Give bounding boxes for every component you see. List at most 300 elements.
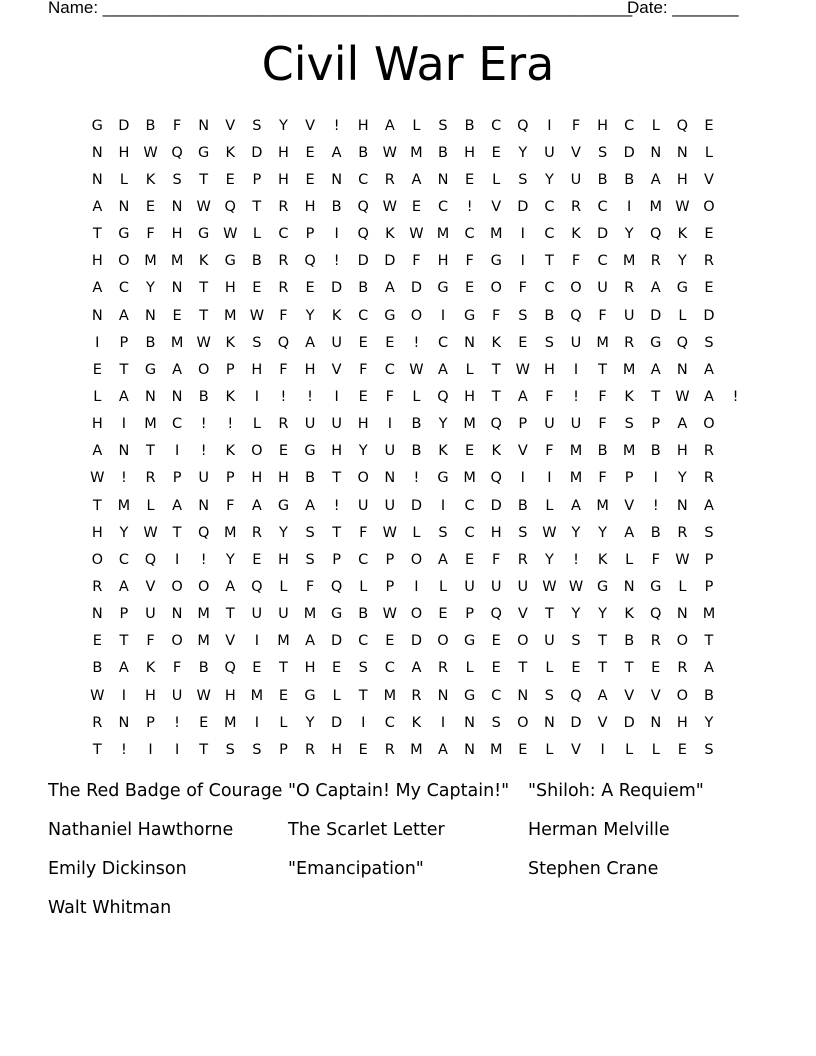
- grid-letter: Y: [544, 171, 554, 188]
- grid-letter: K: [225, 144, 236, 161]
- grid-letter: S: [571, 633, 581, 650]
- grid-letter: Q: [251, 578, 263, 595]
- grid-letter: Y: [305, 307, 315, 324]
- grid-letter: A: [650, 171, 661, 188]
- grid-letter: H: [304, 198, 316, 215]
- grid-letter: E: [252, 551, 262, 568]
- grid-letter: B: [358, 144, 369, 161]
- grid-letter: N: [676, 497, 688, 514]
- grid-letter: B: [145, 334, 156, 351]
- grid-letter: O: [703, 198, 715, 215]
- grid-letter: D: [703, 307, 715, 324]
- grid-letter: S: [518, 524, 528, 541]
- grid-letter: !: [227, 416, 234, 433]
- grid-letter: C: [384, 714, 395, 731]
- grid-letter: H: [464, 144, 476, 161]
- grid-letter: H: [224, 687, 236, 704]
- grid-letter: T: [491, 388, 501, 405]
- grid-row: [84, 383, 749, 410]
- grid-letter: A: [624, 524, 635, 541]
- grid-letter: F: [279, 307, 288, 324]
- date-field-label: Date: _______: [627, 0, 739, 17]
- grid-letter: E: [199, 714, 209, 731]
- grid-letter: F: [598, 388, 607, 405]
- grid-letter: U: [198, 470, 209, 487]
- grid-letter: Y: [146, 280, 155, 297]
- grid-letter: A: [650, 280, 661, 297]
- grid-letter: R: [703, 443, 714, 460]
- grid-letter: F: [359, 361, 368, 378]
- grid-letter: O: [171, 578, 183, 595]
- grid-letter: O: [410, 307, 423, 324]
- grid-letter: N: [171, 280, 183, 297]
- grid-letter: Y: [704, 714, 714, 731]
- grid-letter: L: [651, 741, 660, 758]
- grid-letter: G: [437, 470, 449, 487]
- grid-letter: !: [573, 551, 579, 568]
- grid-letter: E: [571, 660, 581, 677]
- grid-letter: B: [650, 443, 661, 460]
- grid-letter: B: [597, 443, 608, 460]
- grid-letter: S: [704, 334, 714, 351]
- grid-letter: T: [332, 524, 342, 541]
- grid-letter: M: [489, 741, 503, 758]
- grid-letter: I: [174, 443, 180, 460]
- grid-letter: F: [146, 633, 155, 650]
- grid-letter: N: [384, 470, 396, 487]
- grid-letter: I: [121, 416, 127, 433]
- grid-letter: O: [118, 253, 130, 270]
- grid-letter: !: [174, 714, 180, 731]
- puzzle-title: Civil War Era: [261, 37, 555, 91]
- grid-letter: F: [598, 307, 607, 324]
- grid-letter: E: [411, 198, 421, 215]
- grid-letter: W: [90, 687, 105, 704]
- grid-row: [84, 628, 749, 655]
- grid-letter: D: [251, 144, 263, 161]
- grid-letter: F: [359, 524, 368, 541]
- grid-letter: W: [249, 307, 265, 324]
- grid-letter: N: [198, 117, 210, 134]
- grid-letter: L: [651, 117, 660, 134]
- grid-letter: G: [224, 253, 236, 270]
- grid-letter: F: [305, 578, 315, 595]
- grid-letter: E: [465, 280, 475, 297]
- grid-letter: G: [490, 253, 502, 270]
- grid-letter: U: [570, 334, 582, 351]
- grid-letter: D: [384, 253, 396, 270]
- grid-letter: S: [252, 741, 262, 758]
- grid-letter: Q: [224, 660, 236, 677]
- grid-letter: V: [331, 361, 342, 378]
- grid-letter: A: [118, 388, 129, 405]
- grid-letter: D: [118, 117, 130, 134]
- grid-letter: O: [517, 714, 529, 731]
- grid-letter: !: [413, 334, 420, 351]
- grid-letter: W: [223, 226, 238, 243]
- grid-letter: V: [597, 714, 608, 731]
- grid-letter: S: [305, 551, 315, 568]
- grid-letter: W: [409, 226, 424, 243]
- grid-letter: K: [385, 226, 395, 243]
- grid-letter: H: [251, 361, 263, 378]
- grid-letter: W: [196, 687, 211, 704]
- grid-letter: D: [490, 497, 502, 514]
- grid-letter: Y: [119, 524, 129, 541]
- grid-letter: B: [305, 470, 316, 487]
- grid-letter: Y: [677, 470, 687, 487]
- grid-letter: N: [91, 307, 103, 324]
- grid-letter: T: [624, 660, 634, 677]
- grid-letter: M: [622, 253, 636, 270]
- grid-letter: T: [225, 606, 235, 623]
- grid-letter: A: [92, 443, 103, 460]
- grid-letter: S: [252, 334, 262, 351]
- grid-letter: E: [358, 388, 368, 405]
- grid-letter: R: [650, 253, 661, 270]
- grid-letter: I: [547, 470, 552, 487]
- grid-letter: N: [118, 443, 130, 460]
- grid-letter: Y: [571, 524, 581, 541]
- grid-letter: K: [331, 307, 342, 324]
- grid-letter: I: [361, 714, 366, 731]
- grid-letter: I: [440, 714, 446, 731]
- grid-row: [84, 682, 749, 709]
- grid-letter: U: [357, 497, 369, 514]
- grid-letter: W: [675, 551, 690, 568]
- grid-letter: U: [570, 416, 582, 433]
- grid-letter: N: [464, 334, 476, 351]
- grid-letter: F: [545, 443, 554, 460]
- grid-letter: M: [596, 497, 609, 514]
- grid-letter: V: [703, 171, 714, 188]
- grid-letter: F: [571, 117, 581, 134]
- grid-letter: C: [544, 280, 555, 297]
- grid-letter: P: [146, 714, 155, 731]
- grid-row: [84, 411, 749, 438]
- grid-letter: E: [278, 443, 289, 460]
- grid-letter: L: [625, 741, 634, 758]
- grid-letter: S: [597, 144, 608, 161]
- grid-letter: V: [650, 687, 661, 704]
- grid-letter: E: [704, 226, 714, 243]
- grid-letter: U: [570, 171, 582, 188]
- grid-letter: E: [305, 280, 315, 297]
- grid-letter: K: [411, 714, 422, 731]
- grid-letter: C: [437, 334, 449, 351]
- grid-letter: H: [304, 361, 316, 378]
- grid-letter: H: [357, 117, 369, 134]
- grid-letter: M: [383, 687, 397, 704]
- grid-letter: Q: [570, 687, 582, 704]
- grid-letter: F: [226, 497, 235, 514]
- word-list-item: Nathaniel Hawthorne: [48, 820, 234, 840]
- grid-letter: E: [491, 633, 501, 650]
- grid-letter: H: [543, 361, 555, 378]
- grid-letter: H: [91, 416, 103, 433]
- grid-letter: S: [438, 117, 448, 134]
- grid-letter: Q: [277, 334, 290, 351]
- grid-letter: E: [305, 144, 315, 161]
- grid-letter: K: [225, 443, 236, 460]
- grid-letter: F: [571, 253, 581, 270]
- grid-letter: R: [411, 687, 422, 704]
- grid-letter: I: [627, 198, 632, 215]
- grid-letter: E: [704, 117, 714, 134]
- grid-letter: L: [279, 578, 288, 595]
- grid-letter: P: [225, 470, 235, 487]
- grid-letter: I: [547, 117, 552, 134]
- grid-letter: E: [225, 171, 235, 188]
- grid-row: [84, 302, 749, 329]
- grid-letter: Q: [357, 198, 369, 215]
- grid-letter: Q: [171, 144, 183, 161]
- grid-letter: C: [384, 660, 395, 677]
- grid-letter: E: [438, 606, 448, 623]
- grid-letter: E: [252, 280, 262, 297]
- grid-letter: A: [305, 633, 315, 650]
- grid-letter: N: [437, 171, 449, 188]
- grid-letter: N: [517, 687, 529, 704]
- grid-letter: L: [412, 388, 421, 405]
- grid-letter: M: [277, 633, 290, 650]
- grid-letter: M: [569, 470, 583, 487]
- grid-letter: K: [491, 443, 501, 460]
- grid-letter: Q: [650, 606, 662, 623]
- grid-letter: E: [491, 660, 501, 677]
- grid-letter: K: [198, 253, 209, 270]
- grid-letter: T: [119, 361, 129, 378]
- grid-letter: S: [305, 524, 315, 541]
- grid-letter: M: [144, 416, 157, 433]
- grid-letter: U: [171, 687, 183, 704]
- grid-letter: K: [597, 551, 608, 568]
- grid-letter: L: [545, 660, 554, 677]
- grid-letter: B: [251, 253, 262, 270]
- grid-letter: W: [515, 361, 530, 378]
- grid-letter: W: [143, 524, 158, 541]
- grid-letter: S: [358, 660, 368, 677]
- grid-letter: M: [410, 144, 423, 161]
- grid-letter: I: [174, 741, 180, 758]
- grid-row: [84, 166, 749, 193]
- grid-letter: E: [465, 551, 475, 568]
- grid-letter: Q: [144, 551, 157, 568]
- grid-letter: V: [517, 443, 528, 460]
- grid-letter: E: [92, 633, 102, 650]
- grid-letter: Y: [544, 551, 554, 568]
- grid-letter: M: [596, 334, 609, 351]
- grid-letter: A: [172, 497, 183, 514]
- grid-letter: D: [596, 226, 609, 243]
- grid-letter: C: [544, 226, 555, 243]
- grid-letter: E: [305, 171, 315, 188]
- grid-letter: H: [278, 470, 289, 487]
- grid-letter: C: [358, 551, 369, 568]
- grid-letter: O: [197, 578, 210, 595]
- grid-letter: Q: [676, 117, 689, 134]
- grid-letter: G: [304, 443, 316, 460]
- grid-row: [84, 275, 749, 302]
- grid-row: [84, 329, 749, 356]
- grid-letter: N: [437, 687, 449, 704]
- grid-letter: E: [278, 687, 289, 704]
- grid-letter: V: [225, 117, 236, 134]
- grid-letter: O: [517, 633, 529, 650]
- grid-letter: H: [304, 660, 316, 677]
- grid-letter: L: [412, 117, 421, 134]
- grid-letter: I: [414, 578, 419, 595]
- grid-letter: H: [357, 416, 369, 433]
- grid-letter: R: [384, 741, 395, 758]
- grid-letter: P: [279, 741, 288, 758]
- grid-letter: L: [146, 497, 155, 514]
- grid-letter: N: [145, 388, 156, 405]
- grid-letter: W: [196, 198, 211, 215]
- grid-letter: N: [171, 388, 183, 405]
- grid-letter: B: [198, 388, 209, 405]
- grid-letter: R: [92, 578, 103, 595]
- grid-letter: M: [117, 497, 131, 514]
- grid-letter: U: [517, 578, 529, 595]
- grid-letter: Y: [438, 416, 448, 433]
- grid-letter: M: [144, 253, 157, 270]
- grid-letter: S: [624, 416, 634, 433]
- grid-letter: G: [676, 280, 688, 297]
- grid-letter: R: [251, 524, 262, 541]
- grid-letter: N: [623, 578, 635, 595]
- grid-letter: U: [384, 443, 396, 460]
- grid-letter: A: [384, 280, 395, 297]
- grid-letter: M: [569, 443, 583, 460]
- grid-letter: B: [624, 171, 635, 188]
- grid-letter: A: [251, 497, 262, 514]
- grid-letter: Y: [279, 524, 288, 541]
- grid-letter: I: [334, 226, 339, 243]
- grid-letter: L: [465, 361, 474, 378]
- grid-letter: Q: [676, 334, 689, 351]
- grid-letter: C: [278, 226, 289, 243]
- grid-letter: E: [358, 741, 368, 758]
- grid-letter: C: [118, 551, 129, 568]
- grid-letter: T: [491, 361, 501, 378]
- grid-row: [84, 519, 749, 546]
- name-field-label: Name: ________________________________________________________: [48, 0, 633, 17]
- grid-letter: P: [252, 171, 262, 188]
- grid-letter: F: [412, 253, 421, 270]
- grid-letter: H: [331, 443, 343, 460]
- grid-letter: E: [518, 334, 528, 351]
- grid-letter: L: [252, 416, 261, 433]
- grid-letter: F: [518, 280, 527, 297]
- grid-letter: B: [624, 633, 635, 650]
- grid-letter: B: [411, 416, 422, 433]
- grid-letter: R: [703, 470, 714, 487]
- grid-letter: Y: [598, 606, 607, 623]
- grid-letter: P: [332, 551, 342, 568]
- grid-letter: L: [412, 524, 421, 541]
- grid-letter: M: [463, 416, 476, 433]
- grid-letter: B: [198, 660, 209, 677]
- grid-letter: L: [545, 497, 554, 514]
- grid-letter: R: [624, 334, 635, 351]
- grid-letter: A: [118, 307, 129, 324]
- grid-letter: T: [146, 443, 155, 460]
- grid-letter: E: [385, 334, 395, 351]
- grid-letter: G: [304, 687, 316, 704]
- grid-letter: K: [624, 388, 634, 405]
- grid-letter: C: [358, 633, 369, 650]
- grid-row: [84, 709, 749, 736]
- grid-row: [84, 356, 749, 383]
- grid-letter: !: [200, 416, 207, 433]
- grid-letter: U: [251, 606, 263, 623]
- grid-letter: P: [225, 361, 235, 378]
- grid-letter: E: [252, 660, 262, 677]
- grid-letter: !: [280, 388, 287, 405]
- grid-letter: F: [598, 470, 607, 487]
- grid-letter: K: [145, 660, 156, 677]
- grid-letter: C: [118, 280, 129, 297]
- grid-letter: C: [491, 117, 502, 134]
- grid-letter: U: [464, 578, 475, 595]
- grid-letter: B: [358, 606, 369, 623]
- grid-letter: K: [438, 443, 448, 460]
- grid-letter: V: [517, 606, 528, 623]
- grid-letter: B: [331, 198, 342, 215]
- grid-letter: B: [650, 524, 661, 541]
- grid-letter: R: [677, 524, 688, 541]
- grid-letter: A: [411, 660, 422, 677]
- grid-letter: M: [463, 470, 476, 487]
- grid-letter: W: [196, 334, 211, 351]
- grid-letter: N: [145, 307, 156, 324]
- grid-letter: Q: [570, 307, 582, 324]
- grid-letter: A: [305, 497, 315, 514]
- word-list: [48, 778, 768, 921]
- grid-letter: A: [225, 578, 236, 595]
- grid-letter: P: [172, 470, 182, 487]
- grid-letter: C: [597, 253, 608, 270]
- grid-letter: F: [545, 388, 554, 405]
- grid-letter: B: [517, 497, 528, 514]
- grid-letter: T: [199, 741, 209, 758]
- grid-letter: A: [92, 198, 103, 215]
- grid-letter: F: [492, 551, 501, 568]
- grid-letter: G: [463, 687, 476, 704]
- grid-letter: T: [92, 741, 102, 758]
- grid-letter: C: [384, 361, 395, 378]
- grid-letter: Q: [224, 198, 236, 215]
- grid-letter: F: [279, 361, 288, 378]
- grid-letter: N: [543, 714, 555, 731]
- grid-letter: T: [358, 687, 368, 704]
- grid-letter: L: [332, 687, 341, 704]
- grid-letter: M: [489, 226, 503, 243]
- grid-letter: F: [492, 307, 501, 324]
- word-list-item: The Red Badge of Courage: [48, 781, 283, 801]
- grid-letter: !: [200, 443, 207, 460]
- grid-letter: R: [517, 551, 528, 568]
- grid-letter: R: [650, 633, 661, 650]
- grid-letter: V: [145, 578, 156, 595]
- grid-letter: N: [198, 497, 210, 514]
- grid-letter: M: [250, 687, 264, 704]
- grid-letter: Q: [517, 117, 529, 134]
- grid-letter: R: [384, 171, 395, 188]
- grid-letter: I: [254, 633, 259, 650]
- grid-letter: G: [650, 334, 662, 351]
